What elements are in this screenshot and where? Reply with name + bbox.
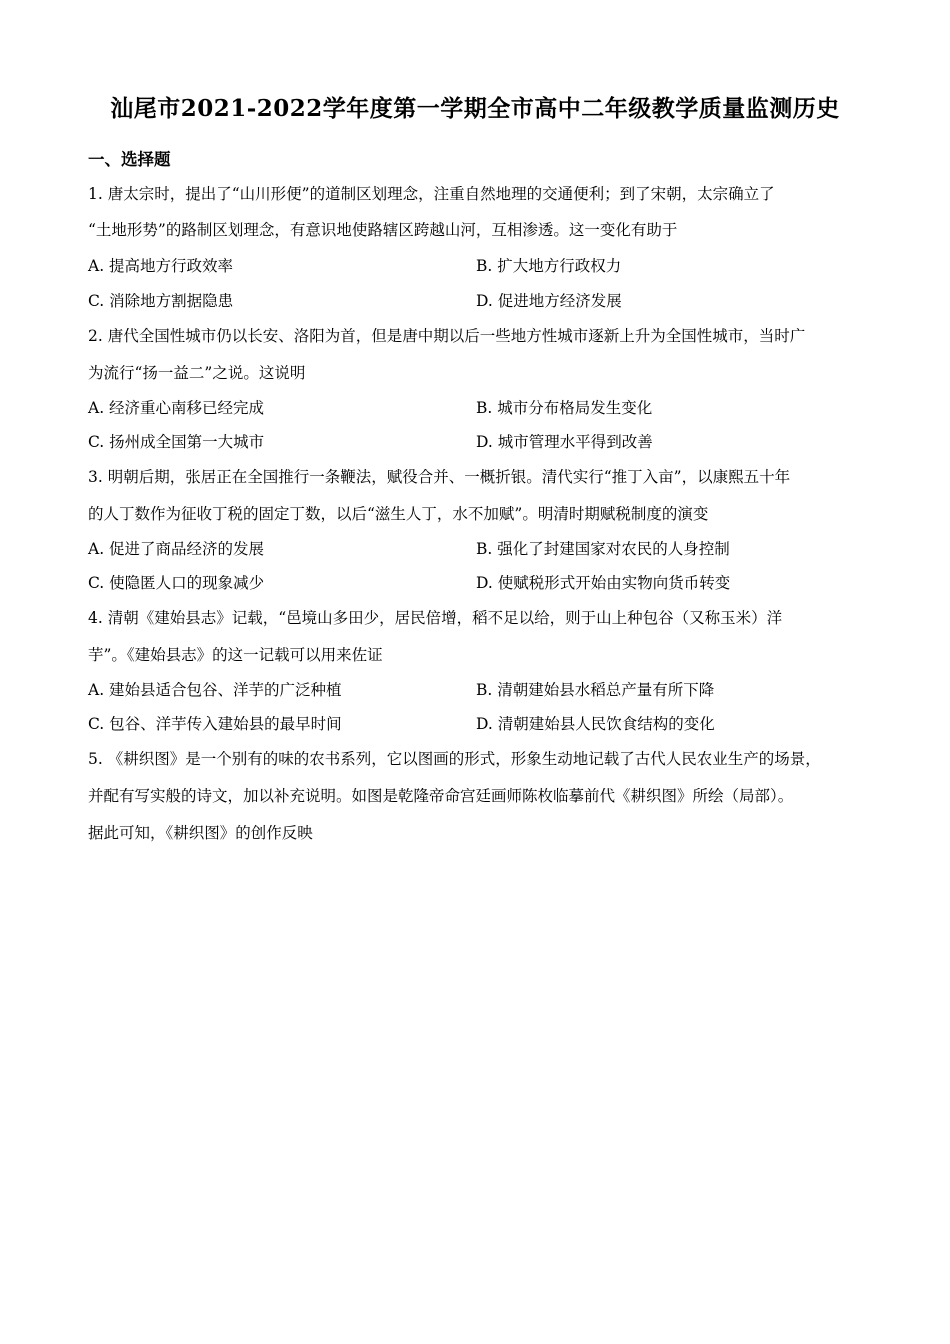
question-5-stem-line-1: 5. 《耕织图》是一个别有的味的农书系列，它以图画的形式，形象生动地记载了古代人民农业生产的场景， xyxy=(88,750,821,768)
question-3-option-d: D. 使赋税形式开始由实物向货币转变 xyxy=(476,574,731,592)
document-title: 汕尾市2021-2022学年度第一学期全市高中二年级教学质量监测历史 xyxy=(110,95,840,122)
question-4-option-a: A. 建始县适合包谷、洋芋的广泛种植 xyxy=(88,681,342,699)
question-3-stem-line-2: 的人丁数作为征收丁税的固定丁数，以后“滋生人丁，水不加赋”。明清时期赋税制度的演变 xyxy=(88,505,709,523)
question-4-option-c: C. 包谷、洋芋传入建始县的最早时间 xyxy=(88,715,342,733)
question-3-option-b: B. 强化了封建国家对农民的人身控制 xyxy=(476,540,730,558)
question-1-option-d: D. 促进地方经济发展 xyxy=(476,292,622,310)
question-1-stem-line-1: 1. 唐太宗时，提出了“山川形便”的道制区划理念，注重自然地理的交通便利；到了宋朝，太宗确立了 xyxy=(88,185,775,203)
question-2-stem-line-1: 2. 唐代全国性城市仍以长安、洛阳为首，但是唐中期以后一些地方性城市逐新上升为全国性城市，当时广 xyxy=(88,327,806,345)
section-heading: 一、选择题 xyxy=(88,150,171,169)
question-3-stem-line-1: 3. 明朝后期，张居正在全国推行一条鞭法，赋役合并、一概折银。清代实行“推丁入亩”，以康熙五十年 xyxy=(88,468,791,486)
question-5-stem-line-3: 据此可知，《耕织图》的创作反映 xyxy=(88,824,313,842)
question-2-option-d: D. 城市管理水平得到改善 xyxy=(476,433,653,451)
question-2-option-b: B. 城市分布格局发生变化 xyxy=(476,399,653,417)
question-4-option-b: B. 清朝建始县水稻总产量有所下降 xyxy=(476,681,715,699)
question-5-stem-line-2: 并配有写实般的诗文，加以补充说明。如图是乾隆帝命宫廷画师陈枚临摹前代《耕织图》所绘（局部）。 xyxy=(88,787,794,805)
question-4-stem-line-2: 芋”。《建始县志》的这一记载可以用来佐证 xyxy=(88,646,383,664)
question-2-option-c: C. 扬州成全国第一大城市 xyxy=(88,433,265,451)
question-4-stem-line-1: 4. 清朝《建始县志》记载，“邑境山多田少，居民倍增，稻不足以给，则于山上种包谷（又称玉米）洋 xyxy=(88,609,783,627)
question-2-option-a: A. 经济重心南移已经完成 xyxy=(88,399,265,417)
question-2-stem-line-2: 为流行“扬一益二”之说。这说明 xyxy=(88,364,306,382)
question-1-option-a: A. 提高地方行政效率 xyxy=(88,257,234,275)
question-1-stem-line-2: “土地形势”的路制区划理念，有意识地使路辖区跨越山河，互相渗透。这一变化有助于 xyxy=(88,221,678,239)
question-4-option-d: D. 清朝建始县人民饮食结构的变化 xyxy=(476,715,715,733)
question-3-option-c: C. 使隐匿人口的现象减少 xyxy=(88,574,265,592)
question-1-option-c: C. 消除地方割据隐患 xyxy=(88,292,234,310)
question-1-option-b: B. 扩大地方行政权力 xyxy=(476,257,622,275)
question-3-option-a: A. 促进了商品经济的发展 xyxy=(88,540,265,558)
